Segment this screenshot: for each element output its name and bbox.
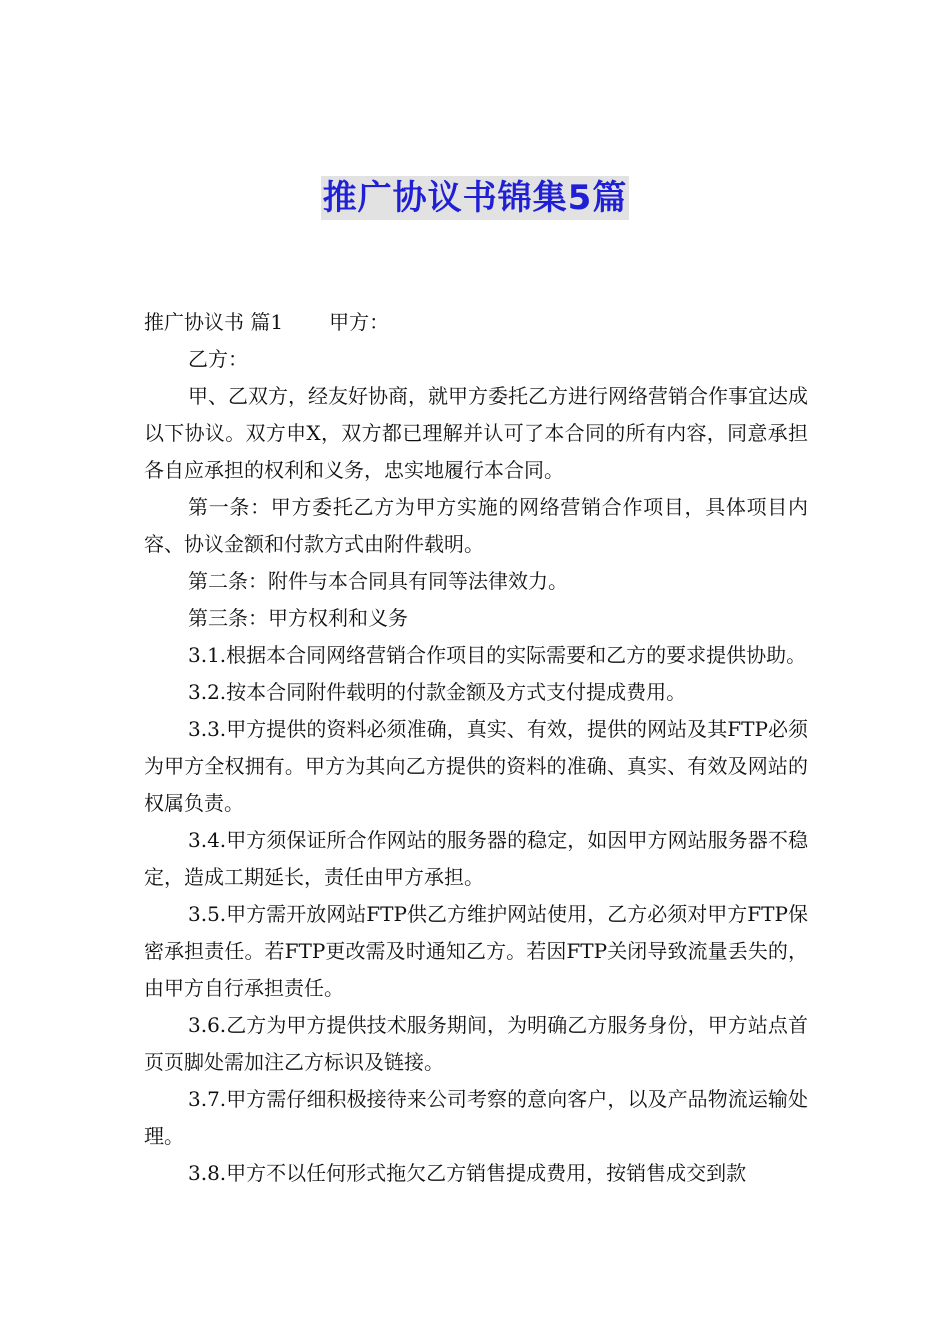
- section-heading: 推广协议书 篇1: [144, 310, 284, 334]
- party-a-label: 甲方：: [329, 310, 390, 334]
- first-line: [144, 304, 808, 341]
- paragraph-clause-3-8: 3.8.甲方不以任何形式拖欠乙方销售提成费用，按销售成交到款: [188, 1161, 747, 1185]
- paragraph-article-2: 第二条：附件与本合同具有同等法律效力。: [188, 569, 568, 593]
- paragraph-clause-3-7: 3.7.甲方需仔细积极接待来公司考察的意向客户，以及产品物流运输处理。: [144, 1087, 808, 1148]
- document-body: [144, 304, 808, 1192]
- paragraph-clause-3-3: 3.3.甲方提供的资料必须准确，真实、有效，提供的网站及其FTP必须为甲方全权拥有。甲方为其向乙方提供的资料的准确、真实、有效及网站的权属负责。: [144, 717, 808, 815]
- paragraph-article-3: 第三条：甲方权利和义务: [188, 606, 408, 630]
- paragraph-clause-3-5: 3.5.甲方需开放网站FTP供乙方维护网站使用，乙方必须对甲方FTP保密承担责任。若FTP更改需及时通知乙方。若因FTP关闭导致流量丢失的，由甲方自行承担责任。: [144, 902, 808, 1000]
- document-title: 推广协议书锦集5篇: [322, 178, 628, 218]
- paragraph-clause-3-2: 3.2.按本合同附件载明的付款金额及方式支付提成费用。: [188, 680, 687, 704]
- paragraph-clause-3-1: 3.1.根据本合同网络营销合作项目的实际需要和乙方的要求提供协助。: [188, 643, 807, 667]
- paragraph-article-1: 第一条：甲方委托乙方为甲方实施的网络营销合作项目，具体项目内容、协议金额和付款方式由附件载明。: [144, 495, 808, 556]
- paragraph-clause-3-6: 3.6.乙方为甲方提供技术服务期间，为明确乙方服务身份，甲方站点首页页脚处需加注乙方标识及链接。: [144, 1013, 808, 1074]
- paragraph-party-b: 乙方：: [188, 347, 248, 371]
- title-container: [0, 176, 950, 220]
- paragraph-preamble: 甲、乙双方，经友好协商，就甲方委托乙方进行网络营销合作事宜达成以下协议。双方申X，双方都已理解并认可了本合同的所有内容，同意承担各自应承担的权利和义务，忠实地履行本合同。: [144, 384, 808, 482]
- paragraph-clause-3-4: 3.4.甲方须保证所合作网站的服务器的稳定，如因甲方网站服务器不稳定，造成工期延长，责任由甲方承担。: [144, 828, 808, 889]
